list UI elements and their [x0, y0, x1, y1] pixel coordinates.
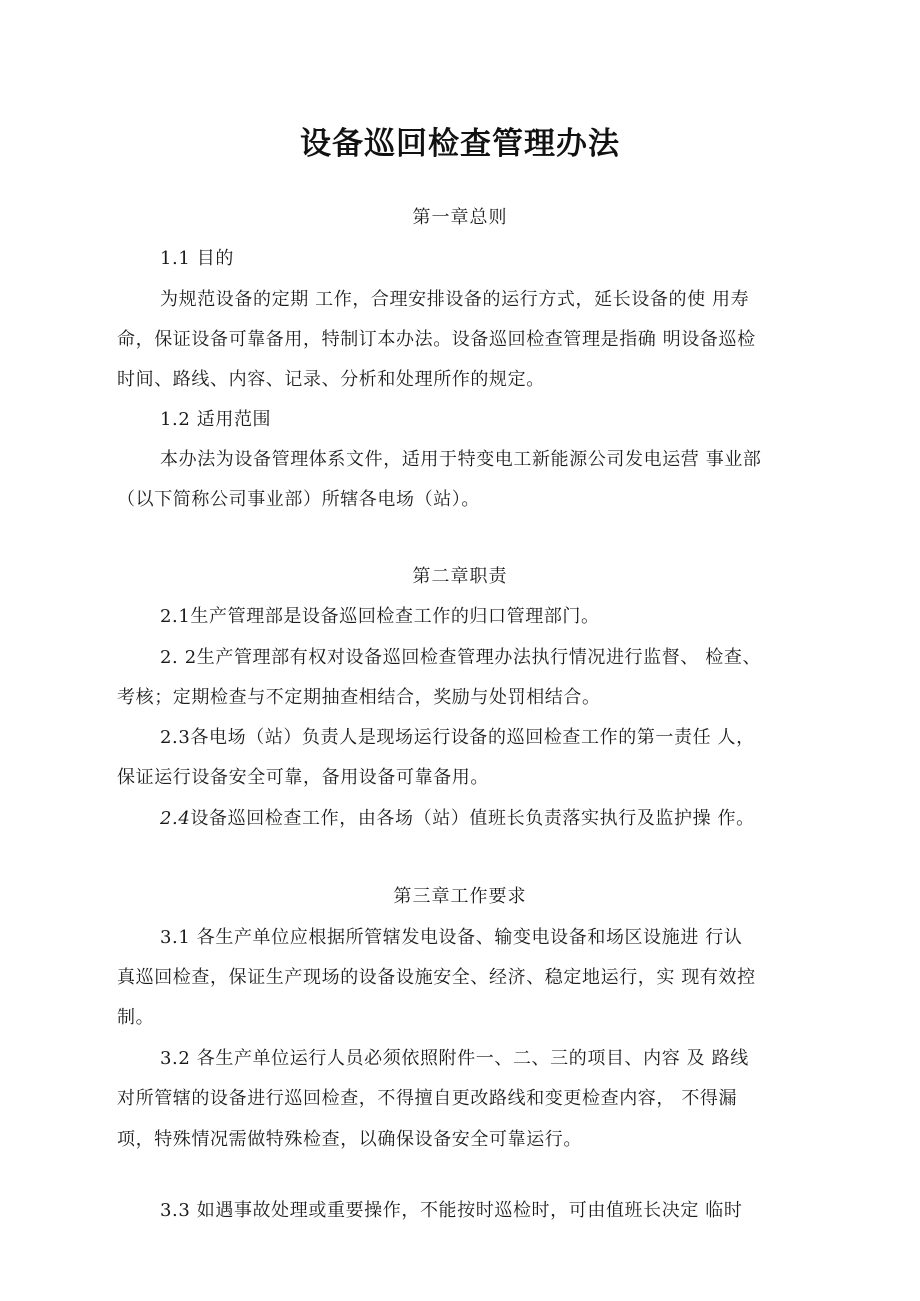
paragraph-line: 考核；定期检查与不定期抽查相结合，奖励与处罚相结合。 [117, 687, 601, 708]
chapter-3-heading: 第三章工作要求 [393, 886, 527, 907]
section-2-4-number: 2.4 [160, 808, 191, 829]
paragraph-line: 2.1生产管理部是设备巡回检查工作的归口管理部门。 [160, 606, 600, 627]
document-title: 设备巡回检查管理办法 [300, 126, 620, 162]
paragraph-line: 3.1 各生产单位应根据所管辖发电设备、输变电设备和场区设施进 行认 [160, 927, 743, 948]
paragraph-line: 3.2 各生产单位运行人员必须依照附件一、二、三的项目、内容 及 路线 [160, 1048, 749, 1069]
section-1-1-heading: 1.1 目的 [160, 248, 234, 269]
section-1-2-heading: 1.2 适用范围 [160, 409, 272, 430]
paragraph-line: 命，保证设备可靠备用，特制订本办法。设备巡回检查管理是指确 明设备巡检 [117, 329, 756, 350]
paragraph-line: 本办法为设备管理体系文件，适用于特变电工新能源公司发电运营 事业部 [160, 449, 762, 470]
paragraph-line: 对所管辖的设备进行巡回检查，不得擅自更改路线和变更检查内容， 不得漏 [117, 1088, 738, 1109]
paragraph-line: 为规范设备的定期 工作，合理安排设备的运行方式，延长设备的使 用寿 [160, 289, 750, 310]
paragraph-line: 3.3 如遇事故处理或重要操作，不能按时巡检时，可由值班长决定 临时 [160, 1200, 743, 1221]
paragraph-line: 项，特殊情况需做特殊检查，以确保设备安全可靠运行。 [117, 1129, 582, 1150]
paragraph-line: （以下简称公司事业部）所辖各电场（站）。 [117, 489, 480, 510]
section-2-4-text: 设备巡回检查工作，由各场（站）值班长负责落实执行及监护操 作。 [190, 808, 755, 829]
chapter-2-heading: 第二章职责 [412, 566, 508, 587]
paragraph-line: 时间、路线、内容、记录、分析和处理所作的规定。 [117, 369, 545, 390]
paragraph-line: 保证运行设备安全可靠，备用设备可靠备用。 [117, 767, 489, 788]
paragraph-line: 2. 2生产管理部有权对设备巡回检查管理办法执行情况进行监督、 检查、 [160, 647, 762, 668]
paragraph-line: 制。 [117, 1007, 155, 1028]
section-2-4-line [160, 804, 755, 830]
paragraph-line: 2.3各电场（站）负责人是现场运行设备的巡回检查工作的第一责任 人， [160, 727, 755, 748]
chapter-1-heading: 第一章总则 [412, 207, 508, 228]
paragraph-line: 真巡回检查，保证生产现场的设备设施安全、经济、稳定地运行，实 现有效控 [117, 967, 756, 988]
